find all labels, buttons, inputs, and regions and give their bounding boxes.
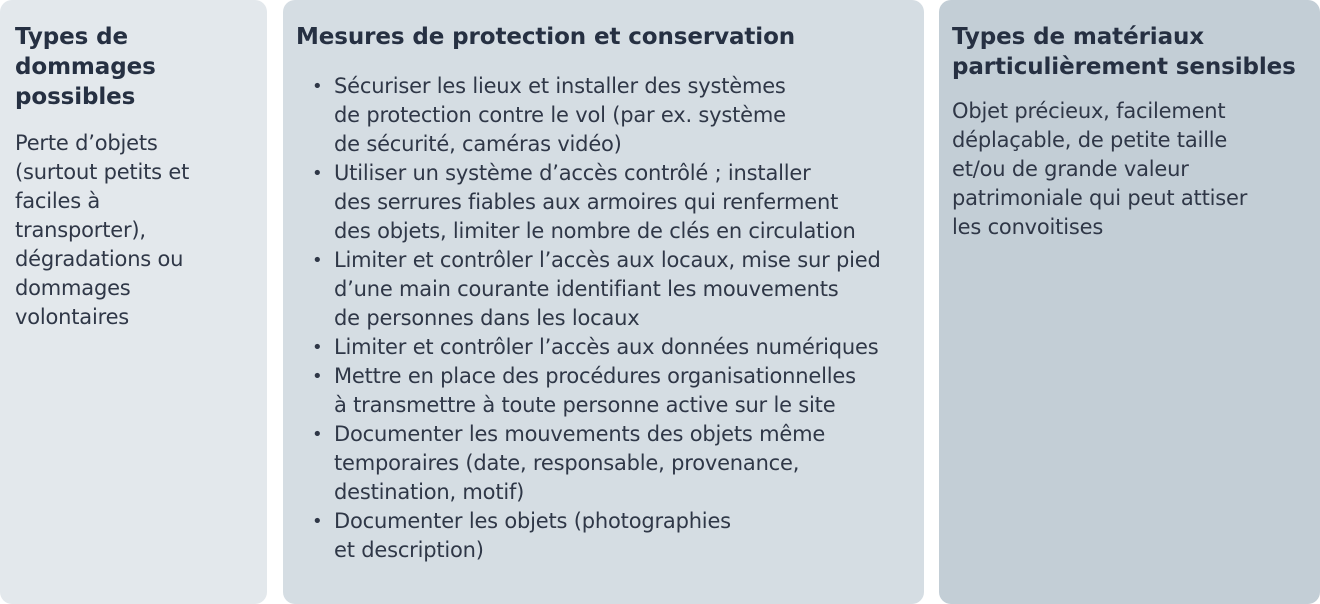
list-item	[296, 507, 910, 565]
list-item	[296, 159, 910, 246]
bullet-icon: •	[312, 366, 323, 387]
bullet-icon: •	[312, 511, 323, 532]
list-item-text: Utiliser un système d’accès contrôlé ; installer des serrures fiables aux armoires qui renferment des objets, limiter le nombre de clés en circulation	[334, 161, 856, 243]
list-item-text: Sécuriser les lieux et installer des systèmes de protection contre le vol (par ex. système de sécurité, caméras vidéo)	[334, 74, 786, 156]
sensitive-materials-text: Objet précieux, facilement déplaçable, de petite taille et/ou de grande valeur patrimoniale qui peut attiser les convoitises	[952, 99, 1248, 239]
list-item-text: Documenter les mouvements des objets même temporaires (date, responsable, provenance, destination, motif)	[334, 422, 826, 504]
bullet-icon: •	[312, 163, 323, 184]
list-item	[296, 246, 910, 333]
damage-types-title: Types de dommages possibles	[15, 24, 156, 110]
list-item-text: Documenter les objets (photographies et description)	[334, 509, 731, 562]
list-item	[296, 420, 910, 507]
bullet-icon: •	[312, 250, 323, 271]
sensitive-materials-title: Types de matériaux particulièrement sensibles	[952, 24, 1296, 80]
sensitive-materials-panel	[939, 0, 1320, 604]
bullet-icon: •	[312, 424, 323, 445]
list-item	[296, 362, 910, 420]
bullet-icon: •	[312, 337, 323, 358]
protection-measures-panel	[283, 0, 924, 604]
damage-types-text: Perte d’objets (surtout petits et faciles à transporter), dégradations ou dommages volontaires	[15, 131, 190, 329]
list-item	[296, 72, 910, 159]
list-item-text: Limiter et contrôler l’accès aux données numériques	[334, 335, 879, 359]
damage-types-panel	[0, 0, 267, 604]
bullet-icon: •	[312, 76, 323, 97]
protection-measures-list	[296, 72, 910, 565]
list-item	[296, 333, 910, 362]
list-item-text: Mettre en place des procédures organisationnelles à transmettre à toute personne active sur le site	[334, 364, 856, 417]
list-item-text: Limiter et contrôler l’accès aux locaux, mise sur pied d’une main courante identifiant les mouvements de personnes dans les locaux	[334, 248, 881, 330]
protection-measures-title: Mesures de protection et conservation	[296, 24, 796, 50]
